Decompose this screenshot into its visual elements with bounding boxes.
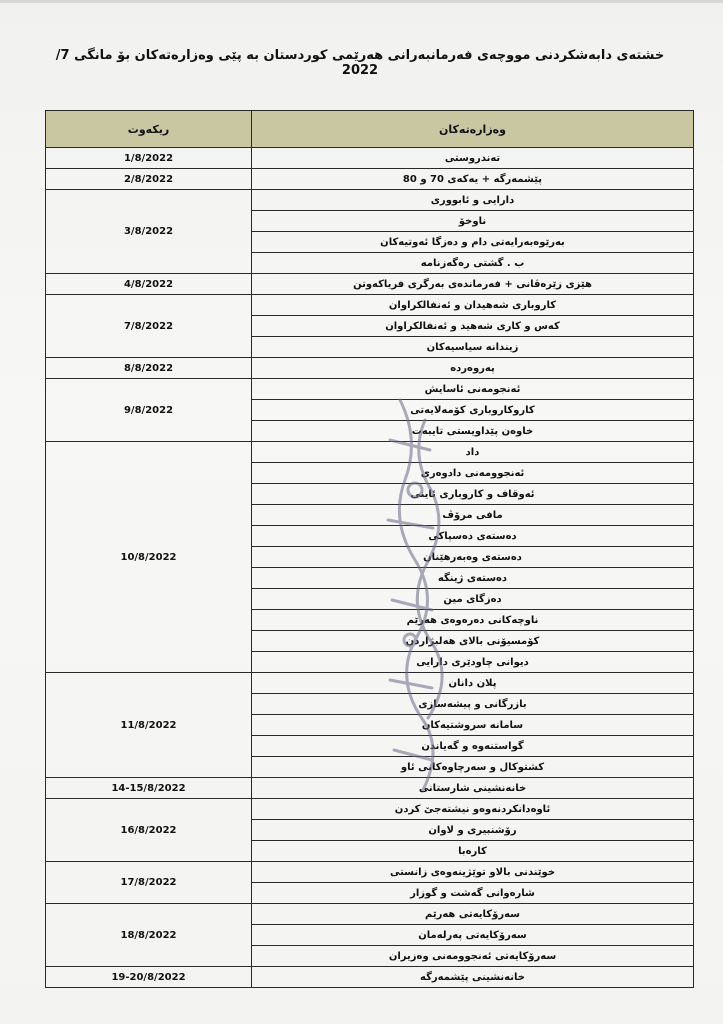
ministry-cell: گواستنەوە و گەیاندن [252, 736, 694, 757]
ministry-cell: ب . گشتی رەگەزنامە [252, 253, 694, 274]
ministry-cell: زیندانە سیاسیەکان [252, 337, 694, 358]
page-top-edge [0, 0, 723, 3]
ministry-cell: سەرۆکایەتی ئەنجوومەنی وەزیران [252, 946, 694, 967]
ministry-cell: تەندروستی [252, 148, 694, 169]
table-row [46, 862, 694, 883]
ministry-cell: دەزگای مین [252, 589, 694, 610]
date-cell: 9/8/2022 [46, 379, 252, 442]
date-cell: 2/8/2022 [46, 169, 252, 190]
ministry-cell: ئەوقاف و کاروباری ئاینی [252, 484, 694, 505]
date-cell: 11/8/2022 [46, 673, 252, 778]
ministry-cell: پێشمەرگە + یەکەی 70 و 80 [252, 169, 694, 190]
ministry-cell: ناوچەکانی دەرەوەی هەرێم [252, 610, 694, 631]
date-cell: 14-15/8/2022 [46, 778, 252, 799]
salary-schedule-table [45, 110, 694, 988]
table-row [46, 904, 694, 925]
ministry-cell: دەستەی دەسپاکی [252, 526, 694, 547]
ministry-cell: دەستەی وەبەرهێنان [252, 547, 694, 568]
date-cell: 10/8/2022 [46, 442, 252, 673]
ministry-cell: کەس و کاری شەهید و ئەنفالکراوان [252, 316, 694, 337]
date-cell: 7/8/2022 [46, 295, 252, 358]
ministry-cell: خانەنشینی پێشمەرگە [252, 967, 694, 988]
ministry-cell: ئاوەدانکردنەوەو نیشتەجێ کردن [252, 799, 694, 820]
ministry-cell: پلان دانان [252, 673, 694, 694]
ministry-cell: شارەوانی گەشت و گوزار [252, 883, 694, 904]
table-row [46, 169, 694, 190]
ministry-cell: دیوانی چاودێری دارایی [252, 652, 694, 673]
date-cell: 3/8/2022 [46, 190, 252, 274]
date-cell: 17/8/2022 [46, 862, 252, 904]
table-row [46, 358, 694, 379]
date-cell: 4/8/2022 [46, 274, 252, 295]
table-row [46, 673, 694, 694]
ministry-cell: کۆمسیۆنی بالای هەلبژاردن [252, 631, 694, 652]
table-row [46, 295, 694, 316]
ministry-cell: سەرۆکایەتی هەرێم [252, 904, 694, 925]
ministry-cell: ئەنجوومەنی دادوەری [252, 463, 694, 484]
ministry-cell: دەستەی ژینگە [252, 568, 694, 589]
ministry-cell: رۆشنبیری و لاوان [252, 820, 694, 841]
date-cell: 16/8/2022 [46, 799, 252, 862]
ministry-cell: بازرگانی و پیشەسازی [252, 694, 694, 715]
table-row [46, 274, 694, 295]
table-row [46, 778, 694, 799]
ministry-cell: ئەنجومەنی ئاسایش [252, 379, 694, 400]
date-cell: 18/8/2022 [46, 904, 252, 967]
ministry-cell: دارایی و ئابووری [252, 190, 694, 211]
table-header-row [46, 111, 694, 148]
table-row [46, 442, 694, 463]
ministry-cell: کاروکاروباری کۆمەلایەتی [252, 400, 694, 421]
table-row [46, 799, 694, 820]
ministry-cell: هێزی زێرەڤانی + فەرماندەی بەرگری فریاکەوتن [252, 274, 694, 295]
ministry-cell: سەرۆکایەتی پەرلەمان [252, 925, 694, 946]
header-date: ریکەوت [46, 111, 252, 148]
document-title: خشتەی دابەشکردنی مووچەی فەرمانبەرانی هەرێمی کوردستان بە پێی وەزارەتەکان بۆ مانگی 7/ 2022 [55, 48, 665, 78]
date-cell: 8/8/2022 [46, 358, 252, 379]
ministry-cell: خوێندنی بالاو توێژینەوەی زانستی [252, 862, 694, 883]
ministry-cell: مافی مرۆڤ [252, 505, 694, 526]
table-row [46, 967, 694, 988]
ministry-cell: داد [252, 442, 694, 463]
ministry-cell: سامانە سروشتیەکان [252, 715, 694, 736]
date-cell: 19-20/8/2022 [46, 967, 252, 988]
ministry-cell: کاروباری شەهیدان و ئەنفالکراوان [252, 295, 694, 316]
ministry-cell: ناوخۆ [252, 211, 694, 232]
table-row [46, 379, 694, 400]
date-cell: 1/8/2022 [46, 148, 252, 169]
table-row [46, 190, 694, 211]
table-row [46, 148, 694, 169]
ministry-cell: خانەنشینی شارستانی [252, 778, 694, 799]
ministry-cell: کشتوکال و سەرچاوەکانی ئاو [252, 757, 694, 778]
ministry-cell: خاوەن پێداویستی تایبەت [252, 421, 694, 442]
table-body [46, 148, 694, 988]
ministry-cell: پەروەردە [252, 358, 694, 379]
ministry-cell: کارەبا [252, 841, 694, 862]
ministry-cell: بەرێوەبەرایەتی دام و دەزگا ئەوتیەکان [252, 232, 694, 253]
header-ministries: وەزارەتەکان [252, 111, 694, 148]
